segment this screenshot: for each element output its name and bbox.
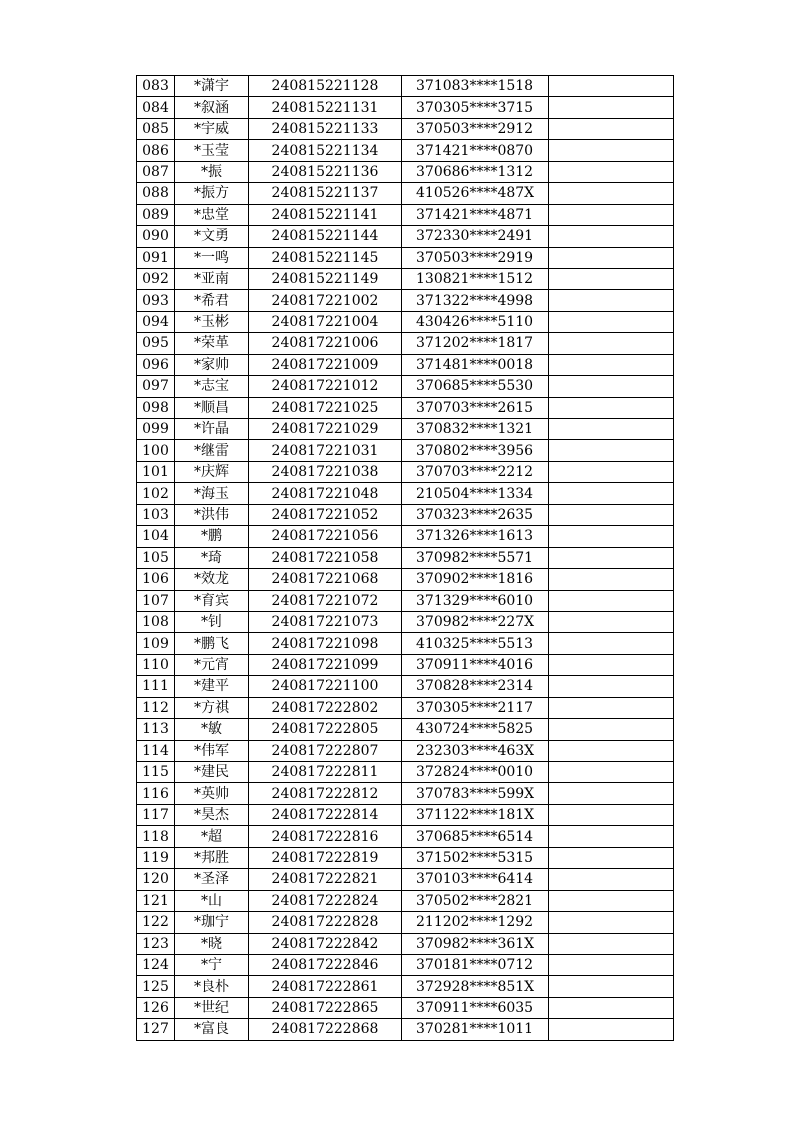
- exam-id-cell: 240817221009: [249, 354, 402, 375]
- name-cell: *鹏: [175, 526, 249, 547]
- name-cell: *希君: [175, 290, 249, 311]
- id-card-cell: 370503****2919: [402, 247, 549, 268]
- exam-id-cell: 240817221025: [249, 397, 402, 418]
- exam-id-cell: 240817222819: [249, 847, 402, 868]
- table-row: [137, 268, 674, 289]
- blank-cell: [549, 762, 674, 783]
- id-card-cell: 410526****487X: [402, 183, 549, 204]
- table-row: [137, 247, 674, 268]
- id-card-cell: 370783****599X: [402, 783, 549, 804]
- id-card-cell: 370503****2912: [402, 118, 549, 139]
- exam-id-cell: 240817222802: [249, 697, 402, 718]
- name-cell: *育宾: [175, 590, 249, 611]
- table-row: [137, 654, 674, 675]
- name-cell: *叙涵: [175, 97, 249, 118]
- table-row: [137, 290, 674, 311]
- name-cell: *继雷: [175, 440, 249, 461]
- name-cell: *世纪: [175, 997, 249, 1018]
- name-cell: *鹏飞: [175, 633, 249, 654]
- table-row: [137, 419, 674, 440]
- id-card-cell: 370685****6514: [402, 826, 549, 847]
- id-card-cell: 370982****5571: [402, 547, 549, 568]
- name-cell: *文勇: [175, 226, 249, 247]
- blank-cell: [549, 290, 674, 311]
- row-number-cell: 090: [137, 226, 175, 247]
- exam-id-cell: 240817222805: [249, 719, 402, 740]
- exam-id-cell: 240815221137: [249, 183, 402, 204]
- name-cell: *琦: [175, 547, 249, 568]
- name-cell: *良朴: [175, 976, 249, 997]
- row-number-cell: 107: [137, 590, 175, 611]
- name-cell: *家帅: [175, 354, 249, 375]
- blank-cell: [549, 740, 674, 761]
- table-row: [137, 633, 674, 654]
- row-number-cell: 123: [137, 933, 175, 954]
- blank-cell: [549, 547, 674, 568]
- name-cell: *超: [175, 826, 249, 847]
- table-row: [137, 226, 674, 247]
- blank-cell: [549, 676, 674, 697]
- table-row: [137, 804, 674, 825]
- row-number-cell: 121: [137, 890, 175, 911]
- exam-id-cell: 240817221058: [249, 547, 402, 568]
- blank-cell: [549, 333, 674, 354]
- blank-cell: [549, 419, 674, 440]
- table-row: [137, 997, 674, 1018]
- table-row: [137, 140, 674, 161]
- exam-id-cell: 240817221056: [249, 526, 402, 547]
- row-number-cell: 105: [137, 547, 175, 568]
- name-cell: *洪伟: [175, 504, 249, 525]
- table-row: [137, 569, 674, 590]
- row-number-cell: 106: [137, 569, 175, 590]
- row-number-cell: 114: [137, 740, 175, 761]
- row-number-cell: 126: [137, 997, 175, 1018]
- id-card-cell: 371421****0870: [402, 140, 549, 161]
- table-row: [137, 397, 674, 418]
- blank-cell: [549, 183, 674, 204]
- blank-cell: [549, 847, 674, 868]
- row-number-cell: 094: [137, 311, 175, 332]
- blank-cell: [549, 526, 674, 547]
- row-number-cell: 110: [137, 654, 175, 675]
- id-card-cell: 370982****361X: [402, 933, 549, 954]
- blank-cell: [549, 161, 674, 182]
- exam-id-cell: 240815221136: [249, 161, 402, 182]
- row-number-cell: 119: [137, 847, 175, 868]
- id-card-cell: 232303****463X: [402, 740, 549, 761]
- exam-id-cell: 240817222868: [249, 1019, 402, 1040]
- name-cell: *圣泽: [175, 869, 249, 890]
- blank-cell: [549, 483, 674, 504]
- table-row: [137, 504, 674, 525]
- blank-cell: [549, 354, 674, 375]
- id-card-cell: 370828****2314: [402, 676, 549, 697]
- id-card-cell: 370181****0712: [402, 954, 549, 975]
- exam-id-cell: 240817222865: [249, 997, 402, 1018]
- id-card-cell: 430426****5110: [402, 311, 549, 332]
- table-row: [137, 933, 674, 954]
- row-number-cell: 104: [137, 526, 175, 547]
- name-cell: *山: [175, 890, 249, 911]
- id-card-cell: 370911****4016: [402, 654, 549, 675]
- row-number-cell: 118: [137, 826, 175, 847]
- blank-cell: [549, 461, 674, 482]
- exam-id-cell: 240817221052: [249, 504, 402, 525]
- row-number-cell: 112: [137, 697, 175, 718]
- blank-cell: [549, 654, 674, 675]
- name-cell: *方祺: [175, 697, 249, 718]
- row-number-cell: 097: [137, 376, 175, 397]
- name-cell: *荣革: [175, 333, 249, 354]
- name-cell: *海玉: [175, 483, 249, 504]
- blank-cell: [549, 933, 674, 954]
- id-card-cell: 370685****5530: [402, 376, 549, 397]
- name-cell: *振方: [175, 183, 249, 204]
- name-cell: *钊: [175, 611, 249, 632]
- row-number-cell: 101: [137, 461, 175, 482]
- row-number-cell: 120: [137, 869, 175, 890]
- blank-cell: [549, 440, 674, 461]
- blank-cell: [549, 826, 674, 847]
- blank-cell: [549, 97, 674, 118]
- row-number-cell: 100: [137, 440, 175, 461]
- blank-cell: [549, 890, 674, 911]
- row-number-cell: 089: [137, 204, 175, 225]
- table-row: [137, 97, 674, 118]
- id-card-cell: 430724****5825: [402, 719, 549, 740]
- exam-id-cell: 240817221004: [249, 311, 402, 332]
- id-card-cell: 370902****1816: [402, 569, 549, 590]
- blank-cell: [549, 268, 674, 289]
- exam-id-cell: 240817222846: [249, 954, 402, 975]
- table-row: [137, 976, 674, 997]
- id-card-cell: 370281****1011: [402, 1019, 549, 1040]
- blank-cell: [549, 869, 674, 890]
- exam-id-cell: 240815221128: [249, 76, 402, 97]
- row-number-cell: 098: [137, 397, 175, 418]
- table-row: [137, 847, 674, 868]
- name-cell: *庆辉: [175, 461, 249, 482]
- name-cell: *晓: [175, 933, 249, 954]
- id-card-cell: 370832****1321: [402, 419, 549, 440]
- id-card-cell: 370305****3715: [402, 97, 549, 118]
- name-cell: *宇威: [175, 118, 249, 139]
- id-card-cell: 370703****2615: [402, 397, 549, 418]
- exam-id-cell: 240817221098: [249, 633, 402, 654]
- blank-cell: [549, 504, 674, 525]
- blank-cell: [549, 569, 674, 590]
- table-row: [137, 590, 674, 611]
- exam-id-cell: 240815221133: [249, 118, 402, 139]
- table-row: [137, 912, 674, 933]
- name-cell: *许晶: [175, 419, 249, 440]
- id-card-cell: 371202****1817: [402, 333, 549, 354]
- roster-table: [136, 75, 674, 1041]
- id-card-cell: 371329****6010: [402, 590, 549, 611]
- blank-cell: [549, 226, 674, 247]
- blank-cell: [549, 611, 674, 632]
- name-cell: *建平: [175, 676, 249, 697]
- name-cell: *伟军: [175, 740, 249, 761]
- exam-id-cell: 240817221031: [249, 440, 402, 461]
- id-card-cell: 370802****3956: [402, 440, 549, 461]
- row-number-cell: 125: [137, 976, 175, 997]
- row-number-cell: 109: [137, 633, 175, 654]
- blank-cell: [549, 311, 674, 332]
- exam-id-cell: 240817221100: [249, 676, 402, 697]
- id-card-cell: 372330****2491: [402, 226, 549, 247]
- id-card-cell: 370686****1312: [402, 161, 549, 182]
- id-card-cell: 371122****181X: [402, 804, 549, 825]
- exam-id-cell: 240817222812: [249, 783, 402, 804]
- table-row: [137, 547, 674, 568]
- exam-id-cell: 240817221038: [249, 461, 402, 482]
- name-cell: *玉彬: [175, 311, 249, 332]
- table-row: [137, 783, 674, 804]
- id-card-cell: 370502****2821: [402, 890, 549, 911]
- blank-cell: [549, 633, 674, 654]
- name-cell: *昊杰: [175, 804, 249, 825]
- exam-id-cell: 240815221149: [249, 268, 402, 289]
- row-number-cell: 083: [137, 76, 175, 97]
- exam-id-cell: 240817221006: [249, 333, 402, 354]
- blank-cell: [549, 719, 674, 740]
- id-card-cell: 371083****1518: [402, 76, 549, 97]
- blank-cell: [549, 697, 674, 718]
- id-card-cell: 372824****0010: [402, 762, 549, 783]
- row-number-cell: 084: [137, 97, 175, 118]
- table-row: [137, 611, 674, 632]
- blank-cell: [549, 954, 674, 975]
- name-cell: *玉莹: [175, 140, 249, 161]
- id-card-cell: 211202****1292: [402, 912, 549, 933]
- id-card-cell: 371481****0018: [402, 354, 549, 375]
- roster-body: [137, 76, 674, 1041]
- exam-id-cell: 240817222816: [249, 826, 402, 847]
- table-row: [137, 697, 674, 718]
- blank-cell: [549, 804, 674, 825]
- blank-cell: [549, 997, 674, 1018]
- row-number-cell: 088: [137, 183, 175, 204]
- table-row: [137, 161, 674, 182]
- exam-id-cell: 240817222824: [249, 890, 402, 911]
- table-row: [137, 740, 674, 761]
- name-cell: *志宝: [175, 376, 249, 397]
- row-number-cell: 124: [137, 954, 175, 975]
- blank-cell: [549, 204, 674, 225]
- id-card-cell: 370911****6035: [402, 997, 549, 1018]
- exam-id-cell: 240817221072: [249, 590, 402, 611]
- table-row: [137, 826, 674, 847]
- table-row: [137, 526, 674, 547]
- row-number-cell: 108: [137, 611, 175, 632]
- name-cell: *顺昌: [175, 397, 249, 418]
- blank-cell: [549, 76, 674, 97]
- row-number-cell: 099: [137, 419, 175, 440]
- name-cell: *一鸣: [175, 247, 249, 268]
- exam-id-cell: 240817222814: [249, 804, 402, 825]
- id-card-cell: 371322****4998: [402, 290, 549, 311]
- exam-id-cell: 240815221134: [249, 140, 402, 161]
- table-row: [137, 311, 674, 332]
- row-number-cell: 122: [137, 912, 175, 933]
- id-card-cell: 371326****1613: [402, 526, 549, 547]
- name-cell: *潇宇: [175, 76, 249, 97]
- row-number-cell: 111: [137, 676, 175, 697]
- row-number-cell: 113: [137, 719, 175, 740]
- row-number-cell: 093: [137, 290, 175, 311]
- table-row: [137, 76, 674, 97]
- table-row: [137, 376, 674, 397]
- id-card-cell: 370703****2212: [402, 461, 549, 482]
- blank-cell: [549, 1019, 674, 1040]
- exam-id-cell: 240817221068: [249, 569, 402, 590]
- row-number-cell: 117: [137, 804, 175, 825]
- name-cell: *珈宁: [175, 912, 249, 933]
- row-number-cell: 092: [137, 268, 175, 289]
- id-card-cell: 372928****851X: [402, 976, 549, 997]
- row-number-cell: 087: [137, 161, 175, 182]
- exam-id-cell: 240817221002: [249, 290, 402, 311]
- exam-id-cell: 240817221073: [249, 611, 402, 632]
- row-number-cell: 085: [137, 118, 175, 139]
- name-cell: *建民: [175, 762, 249, 783]
- exam-id-cell: 240815221141: [249, 204, 402, 225]
- name-cell: *富良: [175, 1019, 249, 1040]
- exam-id-cell: 240815221131: [249, 97, 402, 118]
- id-card-cell: 410325****5513: [402, 633, 549, 654]
- table-row: [137, 354, 674, 375]
- name-cell: *效龙: [175, 569, 249, 590]
- blank-cell: [549, 783, 674, 804]
- name-cell: *元宵: [175, 654, 249, 675]
- table-row: [137, 183, 674, 204]
- row-number-cell: 127: [137, 1019, 175, 1040]
- id-card-cell: 371421****4871: [402, 204, 549, 225]
- row-number-cell: 116: [137, 783, 175, 804]
- table-row: [137, 461, 674, 482]
- exam-id-cell: 240817222811: [249, 762, 402, 783]
- exam-id-cell: 240815221144: [249, 226, 402, 247]
- table-row: [137, 869, 674, 890]
- exam-id-cell: 240817222861: [249, 976, 402, 997]
- table-row: [137, 954, 674, 975]
- id-card-cell: 370323****2635: [402, 504, 549, 525]
- exam-id-cell: 240817222828: [249, 912, 402, 933]
- id-card-cell: 210504****1334: [402, 483, 549, 504]
- table-row: [137, 483, 674, 504]
- name-cell: *忠堂: [175, 204, 249, 225]
- name-cell: *邦胜: [175, 847, 249, 868]
- row-number-cell: 086: [137, 140, 175, 161]
- name-cell: *英帅: [175, 783, 249, 804]
- blank-cell: [549, 140, 674, 161]
- blank-cell: [549, 376, 674, 397]
- row-number-cell: 096: [137, 354, 175, 375]
- name-cell: *亚南: [175, 268, 249, 289]
- id-card-cell: 371502****5315: [402, 847, 549, 868]
- blank-cell: [549, 590, 674, 611]
- id-card-cell: 370305****2117: [402, 697, 549, 718]
- table-row: [137, 762, 674, 783]
- id-card-cell: 130821****1512: [402, 268, 549, 289]
- exam-id-cell: 240817221012: [249, 376, 402, 397]
- exam-id-cell: 240817222842: [249, 933, 402, 954]
- row-number-cell: 095: [137, 333, 175, 354]
- id-card-cell: 370982****227X: [402, 611, 549, 632]
- blank-cell: [549, 976, 674, 997]
- table-row: [137, 890, 674, 911]
- exam-id-cell: 240817221099: [249, 654, 402, 675]
- name-cell: *宁: [175, 954, 249, 975]
- row-number-cell: 091: [137, 247, 175, 268]
- table-row: [137, 440, 674, 461]
- exam-id-cell: 240817221029: [249, 419, 402, 440]
- name-cell: *振: [175, 161, 249, 182]
- table-row: [137, 204, 674, 225]
- exam-id-cell: 240817222821: [249, 869, 402, 890]
- blank-cell: [549, 118, 674, 139]
- table-row: [137, 1019, 674, 1040]
- table-row: [137, 719, 674, 740]
- row-number-cell: 102: [137, 483, 175, 504]
- blank-cell: [549, 912, 674, 933]
- exam-id-cell: 240815221145: [249, 247, 402, 268]
- row-number-cell: 103: [137, 504, 175, 525]
- id-card-cell: 370103****6414: [402, 869, 549, 890]
- row-number-cell: 115: [137, 762, 175, 783]
- name-cell: *敏: [175, 719, 249, 740]
- blank-cell: [549, 397, 674, 418]
- blank-cell: [549, 247, 674, 268]
- table-row: [137, 333, 674, 354]
- exam-id-cell: 240817221048: [249, 483, 402, 504]
- exam-id-cell: 240817222807: [249, 740, 402, 761]
- table-row: [137, 118, 674, 139]
- table-row: [137, 676, 674, 697]
